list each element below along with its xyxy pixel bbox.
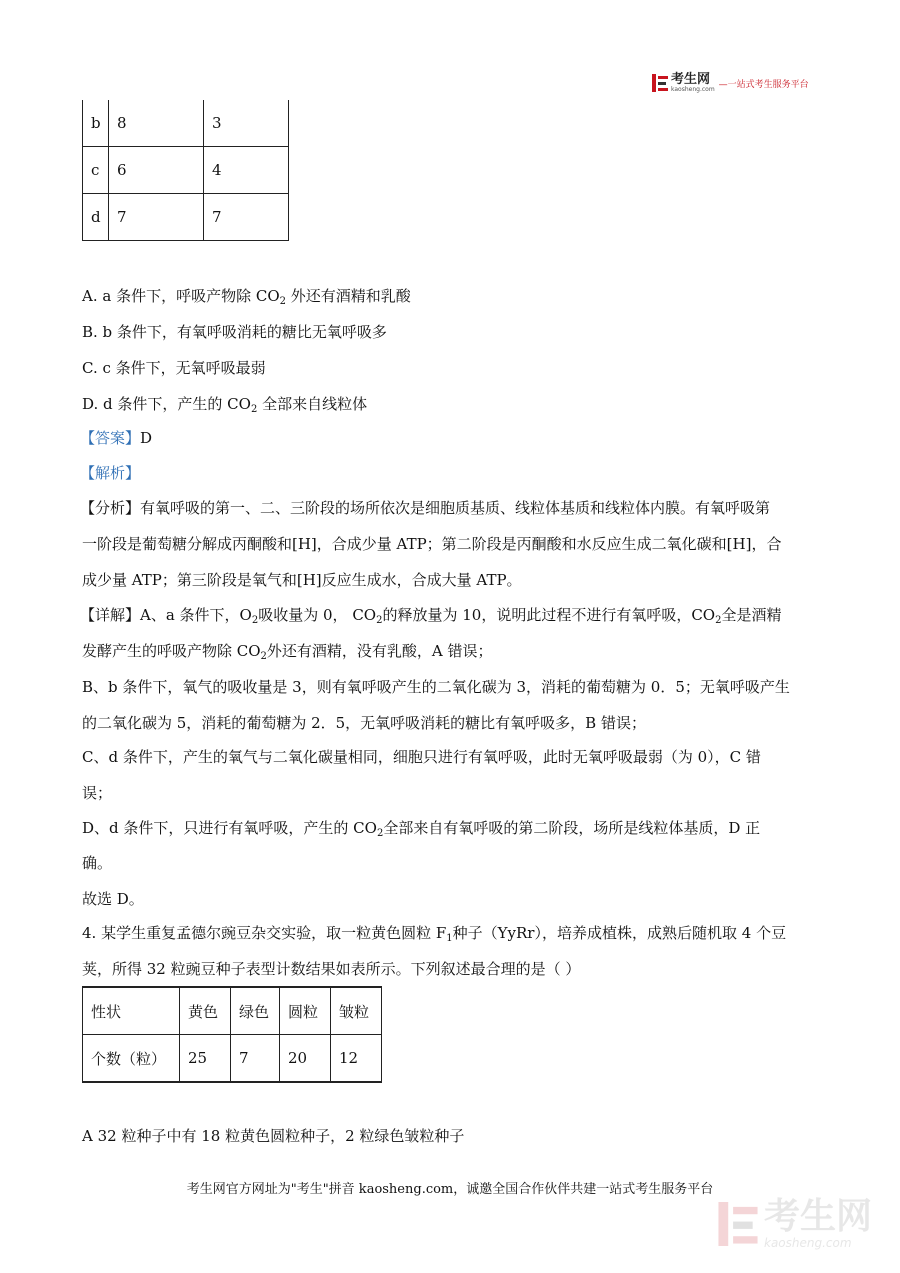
detail-line: 发酵产生的呼吸产物除 $CO_2$外还有酒精，没有乳酸，A 错误； <box>82 642 493 662</box>
option-b: B. b 条件下，有氧呼吸消耗的糖比无氧呼吸多 <box>82 323 387 341</box>
table-header-cell: 性状 <box>83 987 180 1035</box>
watermark-logo-icon <box>718 1202 758 1246</box>
option-c: C. c 条件下，无氧呼吸最弱 <box>82 359 266 377</box>
logo-domain: kaosheng.com <box>671 85 715 93</box>
table-cell: 7 <box>109 194 204 241</box>
table-cell: 12 <box>331 1035 382 1083</box>
table-row <box>83 1035 382 1083</box>
pea-trait-table <box>82 986 382 1083</box>
watermark-name: 考生网 <box>764 1196 873 1237</box>
question4-line: 4. 某学生重复孟德尔豌豆杂交实验，取一粒黄色圆粒 $F_1$种子（YyRr），培养成植株，成熟后随机取 4 个豆 <box>82 924 787 944</box>
analysis-line: 成少量 ATP；第三阶段是氧气和[H]反应生成水，合成大量 ATP。 <box>82 571 522 589</box>
table-cell: c <box>83 147 109 194</box>
option-d: D. d 条件下，产生的 $CO_2$ 全部来自线粒体 <box>82 395 368 415</box>
table-row <box>83 147 289 194</box>
table-cell: 个数（粒） <box>83 1035 180 1083</box>
table-cell: 8 <box>109 100 204 147</box>
table-cell: 4 <box>204 147 289 194</box>
detail-line: D、d 条件下，只进行有氧呼吸，产生的 $CO_2$全部来自有氧呼吸的第二阶段，场所是线粒体基质，D 正 <box>82 819 761 839</box>
table-cell: b <box>83 100 109 147</box>
table-header-cell: 皱粒 <box>331 987 382 1035</box>
analysis-line: 一阶段是葡萄糖分解成丙酮酸和[H]，合成少量 ATP；第二阶段是丙酮酸和水反应生成二氧化碳和[H]，合 <box>82 535 782 553</box>
logo-name: 考生网 <box>671 71 711 87</box>
detail-line: C、d 条件下，产生的氧气与二氧化碳量相同，细胞只进行有氧呼吸，此时无氧呼吸最弱（为 0），C 错 <box>82 748 761 766</box>
answer <box>80 428 152 448</box>
table-cell: 3 <box>204 100 289 147</box>
detail-line: 的二氧化碳为 5，消耗的葡萄糖为 2．5，无氧呼吸消耗的糖比有氧呼吸多，B 错误； <box>82 714 646 732</box>
footer-text: 考生网官方网址为"考生"拼音 kaosheng.com，诚邀全国合作伙伴共建一站式考生服务平台 <box>186 1182 714 1197</box>
watermark-domain: kaosheng.com <box>764 1236 852 1250</box>
option-a: A. a 条件下，呼吸产物除 $CO_2$ 外还有酒精和乳酸 <box>82 287 411 307</box>
watermark <box>718 1198 872 1250</box>
table-cell: d <box>83 194 109 241</box>
answer-label: 【答案】 <box>80 429 141 447</box>
slogan-text: 一站式考生服务平台 <box>727 79 809 90</box>
respiration-table <box>82 100 289 241</box>
table-cell: 7 <box>231 1035 280 1083</box>
logo-slogan: —一站式考生服务平台 <box>718 79 809 90</box>
table-cell: 20 <box>280 1035 331 1083</box>
analysis-line: 【分析】有氧呼吸的第一、二、三阶段的场所依次是细胞质基质、线粒体基质和线粒体内膜。有氧呼吸第 <box>80 499 771 517</box>
header-logo <box>652 72 809 94</box>
analysis-label: 【解析】 <box>80 464 141 482</box>
question4-line: 荚，所得 32 粒豌豆种子表型计数结果如表所示。下列叙述最合理的是（ ） <box>82 960 581 978</box>
table-header-cell: 黄色 <box>180 987 231 1035</box>
answer-value: D <box>140 429 153 447</box>
conclusion: 故选 D。 <box>82 890 144 908</box>
table-cell: 7 <box>204 194 289 241</box>
detail-line: B、b 条件下，氧气的吸收量是 3，则有氧呼吸产生的二氧化碳为 3，消耗的葡萄糖为 0．5；无氧呼吸产生 <box>82 678 790 696</box>
question4-option-a: A 32 粒种子中有 18 粒黄色圆粒种子，2 粒绿色皱粒种子 <box>82 1127 465 1145</box>
table-header-row <box>83 987 382 1035</box>
table-row <box>83 194 289 241</box>
detail-line: 确。 <box>82 854 113 872</box>
logo-text <box>671 71 715 93</box>
table-cell: 6 <box>109 147 204 194</box>
detail-line: 误； <box>82 784 113 802</box>
detail-line: 【详解】A、a 条件下，$O_2$吸收量为 0， $CO_2$的释放量为 10，说明此过程不进行有氧呼吸，$CO_2$全是酒精 <box>80 606 782 626</box>
table-header-cell: 圆粒 <box>280 987 331 1035</box>
table-row <box>83 100 289 147</box>
table-cell: 25 <box>180 1035 231 1083</box>
table-header-cell: 绿色 <box>231 987 280 1035</box>
kaosheng-logo-icon <box>652 74 668 92</box>
